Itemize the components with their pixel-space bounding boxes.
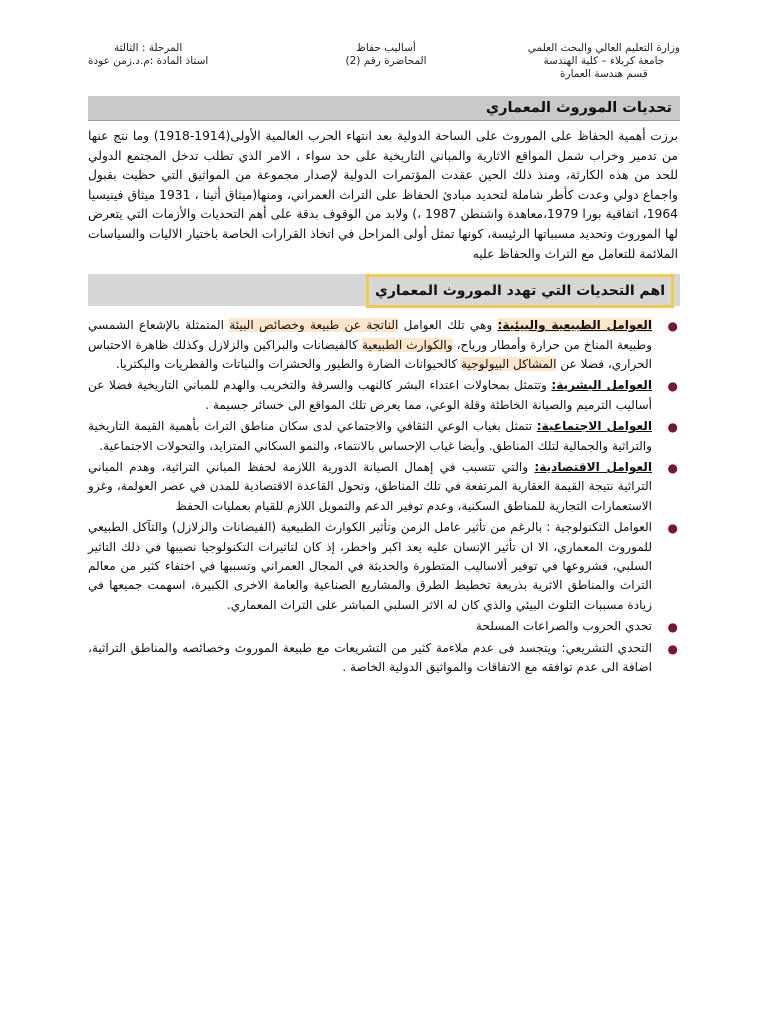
university-name: جامعة كربلاء – كلية الهندسة [543,55,665,67]
document-page [88,42,680,679]
highlighted-text: والكوارث الطبيعية [361,337,453,352]
item-text: وهي تلك العوامل [398,318,498,333]
section-header-bar [88,274,680,306]
section-title: اهم التحديات التي تهدد الموروث المعماري [366,274,674,308]
item-text: كالحيوانات الضارة والطيور والحشرات والنباتات والفطريات والبكتريا. [115,356,462,371]
instructor-name: استاذ المادة :م.د.زمن عودة [88,55,209,67]
item-text: العوامل التكنولوجية : بالرغم من تأثير عامل الزمن وتأثير الكوارث الطبيعية (الفيضانات والزلازل) والتآكل الطبيعي للموروث المعماري، الا ان تأثير الإنسان عليه يعد اكبر واخطر، إذ كان لتاثيرات التكنولوجيا نصيبها في ذلك التاثير السلبي، فشروعها في توفير ألاساليب المتطورة والحديثة في المجال العمراني وتسببها في اختفاء كثير من معالم التراث والمناطق الاثرية بذريعة تخطيط الطرق والمشاريع الصناعية والعامة الاخرى الكبيرة، اسهمت جميعها في زيادة مسببات التلوث البيئي والذي كان له الاثر السلبي المباشر على التراث المعماري. [88,520,652,612]
header-stage [88,42,208,68]
stage-label: المرحلة : الثالثة [114,42,183,54]
item-text: تتمثل بغياب الوعي الثقافي والاجتماعي لدى سكان مناطق التراث بأهمية القيمة التاريخية والتراثية والجمالية لتلك المناطق. وأيضا غياب الإحساس بالانتماء، والنمو السكاني المتزايد، والتحولات الاجتماعية. [88,419,652,453]
highlighted-text: المشاكل البيولوجية [461,356,557,371]
item-label: العوامل الاقتصادية: [534,460,652,474]
bullet-icon: ● [667,620,678,635]
challenges-list [88,316,680,677]
course-name: أساليب حفاظ [356,42,416,54]
bullet-icon: ● [667,461,678,475]
list-item-wars [88,617,680,636]
header-course [326,42,446,68]
item-text: التحدي التشريعي: ويتجسد فى عدم ملاءمة كثير من التشريعات مع طبيعة الموروث وخصائصه والمناطق التراثية، اضافة الى عدم توافقه مع الاتفاقات والمواثيق الدولية الخاصة . [88,640,652,675]
bullet-icon: ● [667,641,678,656]
bullet-icon: ● [667,420,678,435]
item-label: العوامل الطبيعية والبيئية: [497,318,652,333]
ministry-name: وزارة التعليم العالي والبحث العلمي [527,42,680,54]
item-label: العوامل الاجتماعية: [536,419,652,434]
bullet-icon: ● [667,379,678,394]
bullet-icon: ● [667,319,678,334]
item-text: المتمثلة بالإشعاع الشمسي وطبيعة المناخ من حرارة وأمطار ورياح، [88,318,652,352]
item-label: العوامل البشرية: [551,378,652,393]
page-title: تحديات الموروث المعماري [88,96,680,121]
department-name: قسم هندسة العمارة [560,68,648,80]
item-text: وتتمثل بمحاولات اعتداء البشر كالنهب والسرقة والتخريب والهدم للمباني التاريخية فضلا عن أساليب الترميم والصيانة الخاطئة وقلة الوعي، مما يعرض تلك المواقع الى خسائر جسيمة . [88,378,652,412]
list-item-social-factors [88,417,680,456]
list-item-economic-factors [88,458,680,516]
header-institution [528,42,680,81]
highlighted-text: الناتجة عن طبيعة وخصائص البيئة [229,318,399,333]
list-item-natural-factors [88,316,680,374]
list-item-technological-factors [88,518,680,615]
lecture-number: المحاضرة رقم (2) [345,55,427,67]
item-text: والتي تتسبب في إهمال الصيانة الدورية اللازمة لحفظ المباني التراثية، وهدم المباني التراثية نتيجة القيمة العقارية المرتفعة في تلك المناطق، وتحول القاعدة الاقتصادية للمدن في عصر العولمة، وغزو الاستعمارات التجارية للمناطق السكنية، وعدم توفير الدعم والتمويل اللازم للقيام بعمليات الحفظ [88,460,652,513]
list-item-legislative [88,639,680,678]
item-text: كالفيضانات والبراكين والزلازل وكذلك ظاهرة الاحتباس الحراري، فضلا عن [88,337,652,371]
document-header [88,42,680,94]
item-text: تحدي الحروب والصراعات المسلحة [475,619,652,634]
list-item-human-factors [88,376,680,415]
bullet-icon: ● [667,521,678,536]
intro-paragraph: برزت أهمية الحفاظ على الموروث على الساحة الدولية بعد انتهاء الحرب العالمية الأولى(1914-1918) وما نتج عنها من تدمير وخراب شمل المواقع الاثارية والمباني التاريخية على حد سواء ، الامر الذي تطلب تدخل المجتمع الدولي للحد من هذه الكارثة، ومنذ ذلك الحين عقدت المؤتمرات الدولية لإصدار مجموعة من المواثيق التي حظيت بقبول واجماع دولي وعدت كأطر شاملة لتحديد مبادئ الحفاظ على التراث العمراني، ومنها(ميثاق أثينا ، 1931 ميثاق فينيسيا 1964، اتفاقية بورا 1979،معاهدة واشنطن 1987 ،) ولابد من الوقوف بدقة على أهم التحديات والأزمات التي يتعرض لها الموروث وتحديد مسبباتها الرئيسة، كونها تمثل أولى المراحل في اتخاذ القرارات الخاصة باختيار الاليات والسياسات الملائمة للتعامل مع التراث والحفاظ عليه [88,129,678,261]
